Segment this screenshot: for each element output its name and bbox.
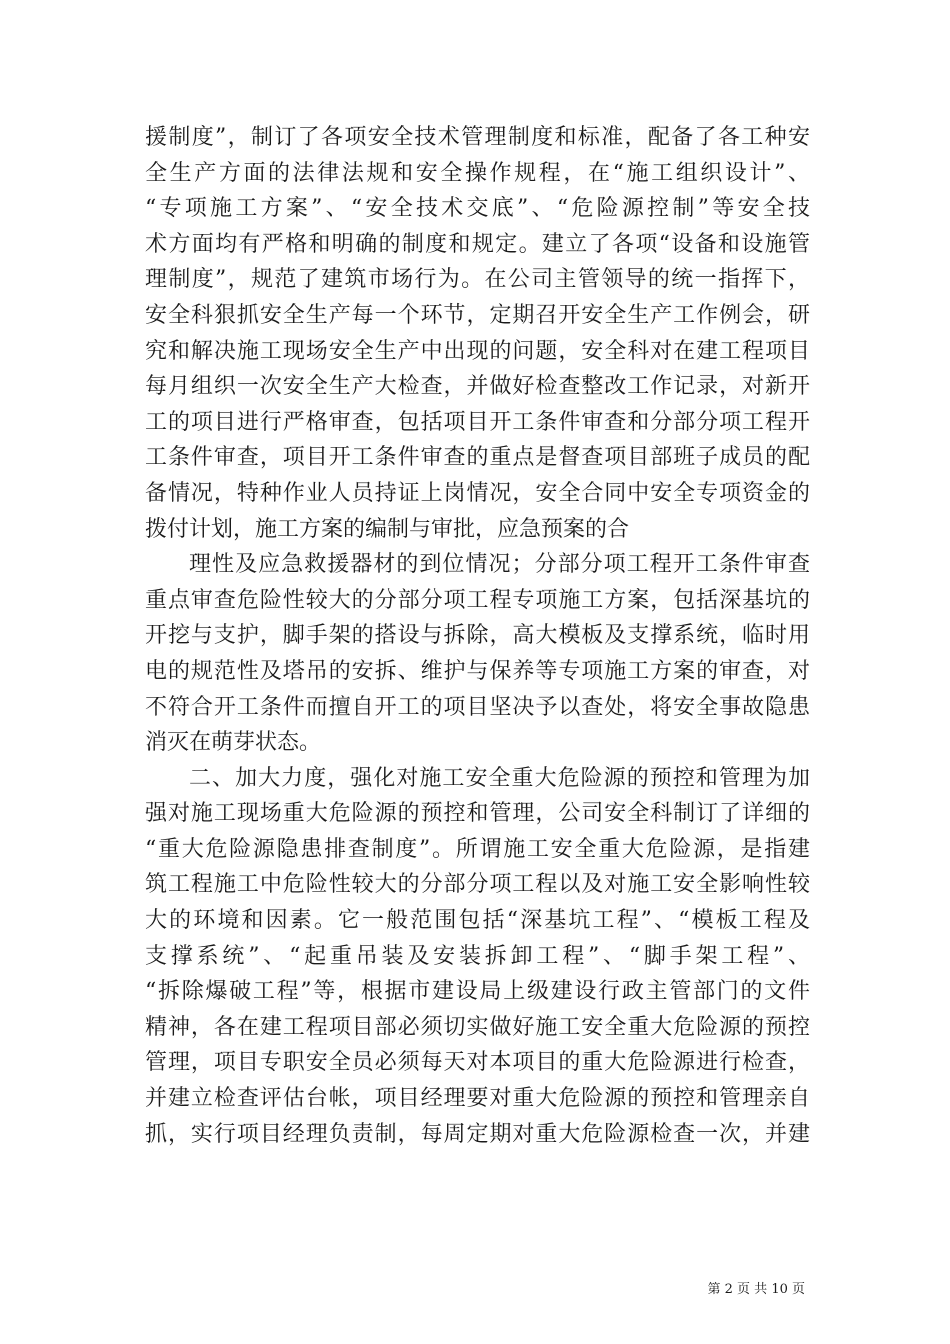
- text-line: 理性及应急救援器材的到位情况；分部分项工程开工条件审查: [189, 552, 810, 578]
- text-line: 工的项目进行严格审查，包括项目开工条件审查和分部分项工程开: [145, 409, 810, 435]
- text-line: 二、加大力度，强化对施工安全重大危险源的预控和管理为加: [189, 765, 810, 791]
- text-line: 究和解决施工现场安全生产中出现的问题，安全科对在建工程项目: [145, 338, 810, 364]
- text-line: 大的环境和因素。它一般范围包括“深基坑工程”、“模板工程及: [145, 908, 810, 934]
- page-number-footer: 第 2 页 共 10 页: [707, 1282, 805, 1297]
- text-line: “专项施工方案”、“安全技术交底”、“危险源控制”等安全技: [145, 196, 810, 222]
- text-line: 并建立检查评估台帐，项目经理要对重大危险源的预控和管理亲自: [145, 1086, 810, 1112]
- body-text: [145, 120, 810, 1152]
- paragraph: [145, 761, 810, 1153]
- text-line: 援制度”，制订了各项安全技术管理制度和标准，配备了各工种安: [145, 125, 810, 150]
- text-line: 电的规范性及塔吊的安拆、维护与保养等专项施工方案的审查，对: [145, 658, 810, 684]
- text-line: 支撑系统”、“起重吊装及安装拆卸工程”、“脚手架工程”、: [145, 943, 810, 969]
- paragraph: [145, 120, 810, 547]
- text-line: 消灭在萌芽状态。: [145, 730, 322, 756]
- text-line: 开挖与支护，脚手架的搭设与拆除，高大模板及支撑系统，临时用: [145, 623, 810, 649]
- text-line: 重点审查危险性较大的分部分项工程专项施工方案，包括深基坑的: [145, 587, 810, 613]
- text-line: 全生产方面的法律法规和安全操作规程，在“施工组织设计”、: [145, 160, 810, 186]
- text-line: “重大危险源隐患排查制度”。所谓施工安全重大危险源，是指建: [145, 836, 810, 862]
- text-line: 筑工程施工中危险性较大的分部分项工程以及对施工安全影响性较: [145, 872, 810, 898]
- text-line: 精神，各在建工程项目部必须切实做好施工安全重大危险源的预控: [145, 1014, 810, 1040]
- text-line: 术方面均有严格和明确的制度和规定。建立了各项“设备和设施管: [145, 231, 810, 257]
- text-line: 不符合开工条件而擅自开工的项目坚决予以查处，将安全事故隐患: [145, 694, 810, 720]
- paragraph: [145, 547, 810, 761]
- text-line: 工条件审查，项目开工条件审查的重点是督查项目部班子成员的配: [145, 445, 810, 471]
- text-line: “拆除爆破工程”等，根据市建设局上级建设行政主管部门的文件: [145, 979, 810, 1005]
- text-line: 强对施工现场重大危险源的预控和管理，公司安全科制订了详细的: [145, 801, 810, 827]
- text-line: 理制度”，规范了建筑市场行为。在公司主管领导的统一指挥下，: [145, 267, 810, 293]
- text-line: 拨付计划，施工方案的编制与审批，应急预案的合: [145, 516, 630, 542]
- text-line: 抓，实行项目经理负责制，每周定期对重大危险源检查一次，并建: [145, 1121, 810, 1147]
- text-line: 每月组织一次安全生产大检查，并做好检查整改工作记录，对新开: [145, 374, 810, 400]
- text-line: 备情况，特种作业人员持证上岗情况，安全合同中安全专项资金的: [145, 480, 810, 506]
- text-line: 管理，项目专职安全员必须每天对本项目的重大危险源进行检查，: [145, 1050, 810, 1076]
- text-line: 安全科狠抓安全生产每一个环节，定期召开安全生产工作例会，研: [145, 302, 810, 328]
